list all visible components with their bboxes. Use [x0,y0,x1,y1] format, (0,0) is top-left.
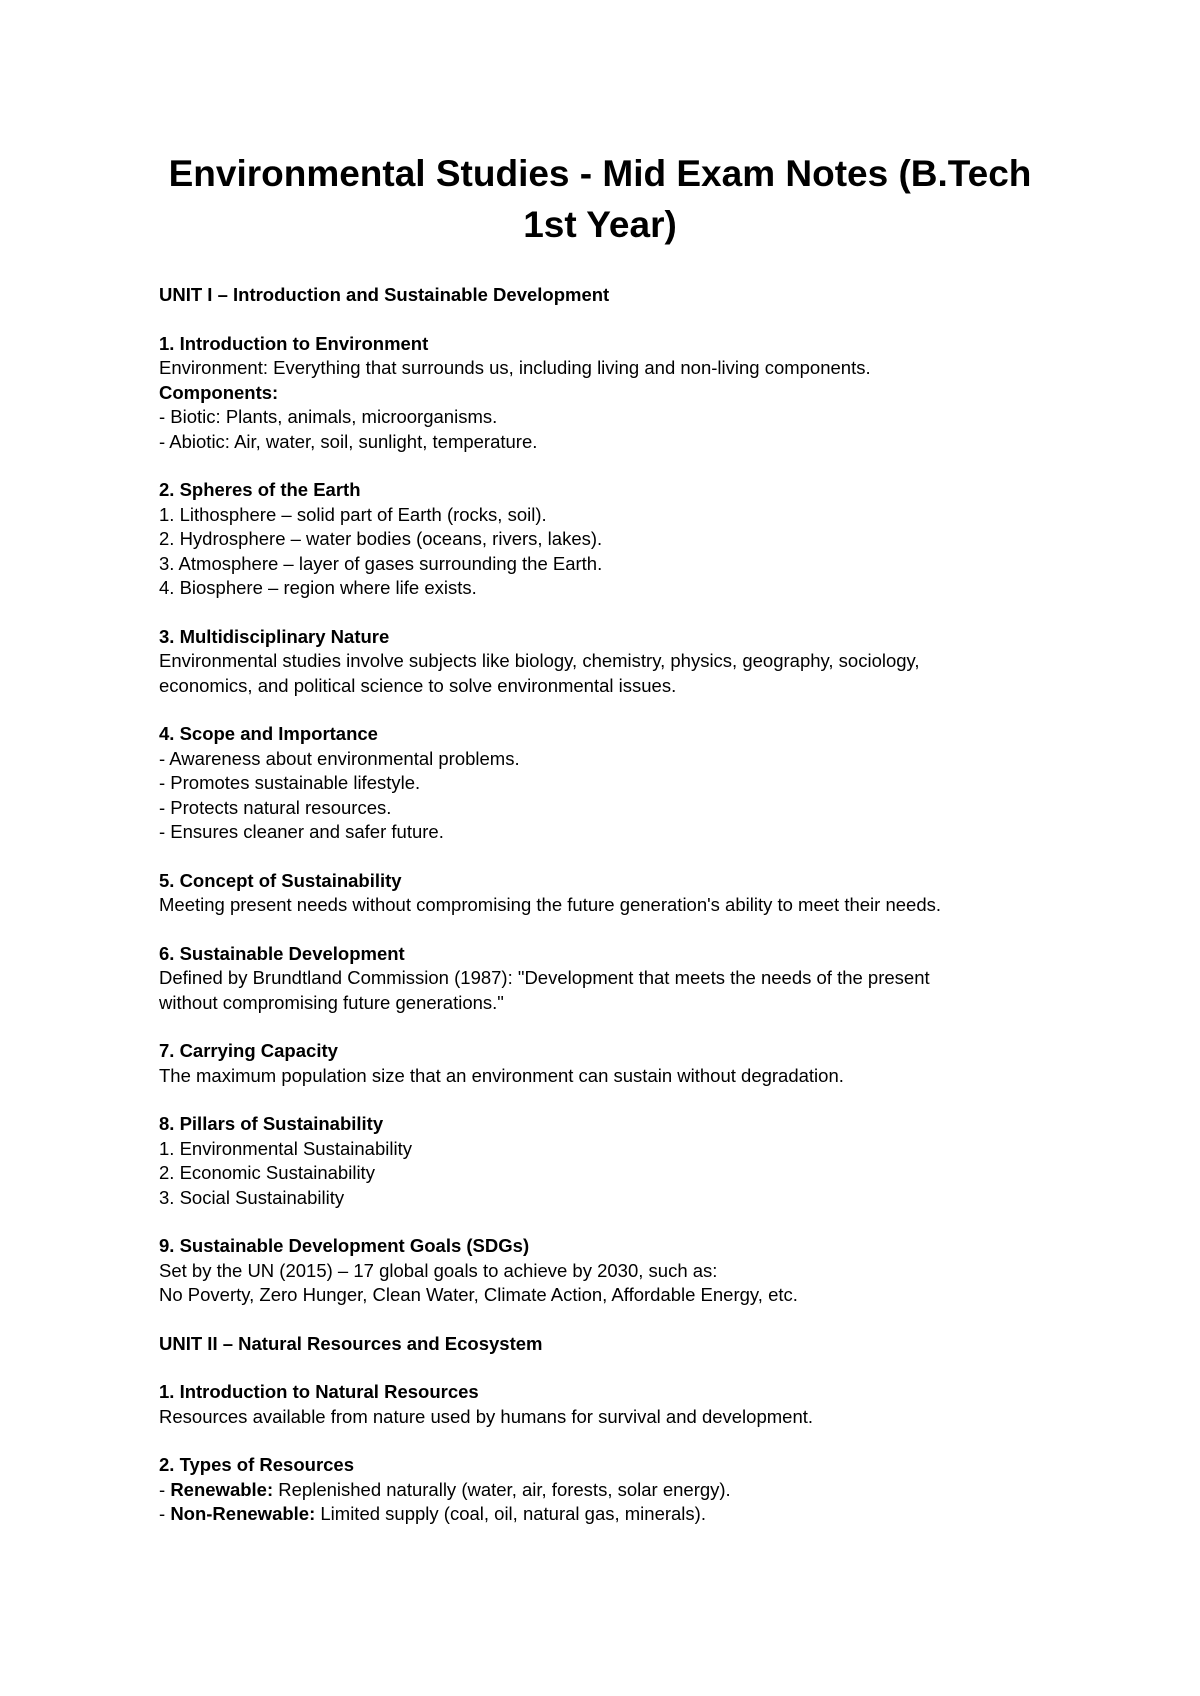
paragraph-line: Meeting present needs without compromising the future generation's ability to meet their needs. [159,894,941,915]
list-item: 3. Social Sustainability [159,1186,345,1208]
environment-definition: Environment: Everything that surrounds us, including living and non-living components. [159,357,871,378]
list-item: 3. Atmosphere – layer of gases surrounding the Earth. [159,552,603,574]
section-sustainability-concept [159,869,1059,918]
section-intro-environment [159,332,1059,455]
nonrenewable-label: Non-Renewable: [170,1503,316,1524]
section-carrying-capacity [159,1039,1059,1088]
section-heading: 2. Spheres of the Earth [159,479,361,500]
list-item: 2. Hydrosphere – water bodies (oceans, rivers, lakes). [159,528,603,549]
bullet-dash: - [159,1503,171,1524]
section-heading: 3. Multidisciplinary Nature [159,625,390,647]
section-sustainable-development [159,942,1059,1016]
paragraph-line: The maximum population size that an environment can sustain without degradation. [159,1064,844,1086]
biotic-line: - Biotic: Plants, animals, microorganisms. [159,406,498,427]
section-natural-resources [159,1380,1059,1429]
section-sdgs [159,1234,1059,1308]
paragraph-line: Defined by Brundtland Commission (1987): "Development that meets the needs of the present [159,967,930,988]
paragraph-line: No Poverty, Zero Hunger, Clean Water, Climate Action, Affordable Energy, etc. [159,1284,798,1305]
list-item: - Awareness about environmental problems. [159,747,520,769]
section-heading: 1. Introduction to Environment [159,332,429,354]
list-item: 1. Environmental Sustainability [159,1137,412,1159]
section-heading: 5. Concept of Sustainability [159,869,402,891]
paragraph-line: Set by the UN (2015) – 17 global goals to achieve by 2030, such as: [159,1259,718,1281]
renewable-label: Renewable: [170,1478,274,1500]
list-item: 4. Biosphere – region where life exists. [159,577,477,598]
section-pillars [159,1112,1059,1210]
list-item: - Protects natural resources. [159,796,392,818]
section-heading: 2. Types of Resources [159,1454,355,1475]
document-body [159,283,1059,1551]
nonrenewable-line [159,1502,1059,1527]
section-scope [159,722,1059,845]
paragraph-line: economics, and political science to solve environmental issues. [159,674,677,696]
paragraph-line: without compromising future generations." [159,991,504,1013]
section-spheres [159,478,1059,601]
section-heading: 4. Scope and Importance [159,723,378,744]
renewable-text: Replenished naturally (water, air, forests, solar energy). [273,1478,731,1500]
document-title: Environmental Studies - Mid Exam Notes (B.Tech 1st Year) [168,153,1032,245]
section-multidisciplinary [159,625,1059,699]
section-heading: 9. Sustainable Development Goals (SDGs) [159,1235,530,1256]
abiotic-line: - Abiotic: Air, water, soil, sunlight, temperature. [159,430,538,452]
paragraph-line: Resources available from nature used by humans for survival and development. [159,1405,814,1427]
section-heading: 8. Pillars of Sustainability [159,1113,384,1134]
components-label: Components: [159,381,279,403]
list-item: 1. Lithosphere – solid part of Earth (rocks, soil). [159,503,547,525]
bullet-dash: - [159,1478,171,1500]
nonrenewable-text: Limited supply (coal, oil, natural gas, minerals). [315,1503,706,1524]
section-heading: 6. Sustainable Development [159,942,405,964]
list-item: - Promotes sustainable lifestyle. [159,772,421,793]
list-item: 2. Economic Sustainability [159,1162,375,1183]
paragraph-line: Environmental studies involve subjects like biology, chemistry, physics, geography, sociology, [159,650,920,671]
unit-2-heading: UNIT II – Natural Resources and Ecosystem [159,1332,543,1354]
unit-1-heading: UNIT I – Introduction and Sustainable Development [159,284,610,305]
section-heading: 1. Introduction to Natural Resources [159,1381,479,1402]
section-resource-types [159,1453,1059,1527]
renewable-line [159,1478,1059,1503]
list-item: - Ensures cleaner and safer future. [159,821,444,842]
section-heading: 7. Carrying Capacity [159,1040,338,1061]
